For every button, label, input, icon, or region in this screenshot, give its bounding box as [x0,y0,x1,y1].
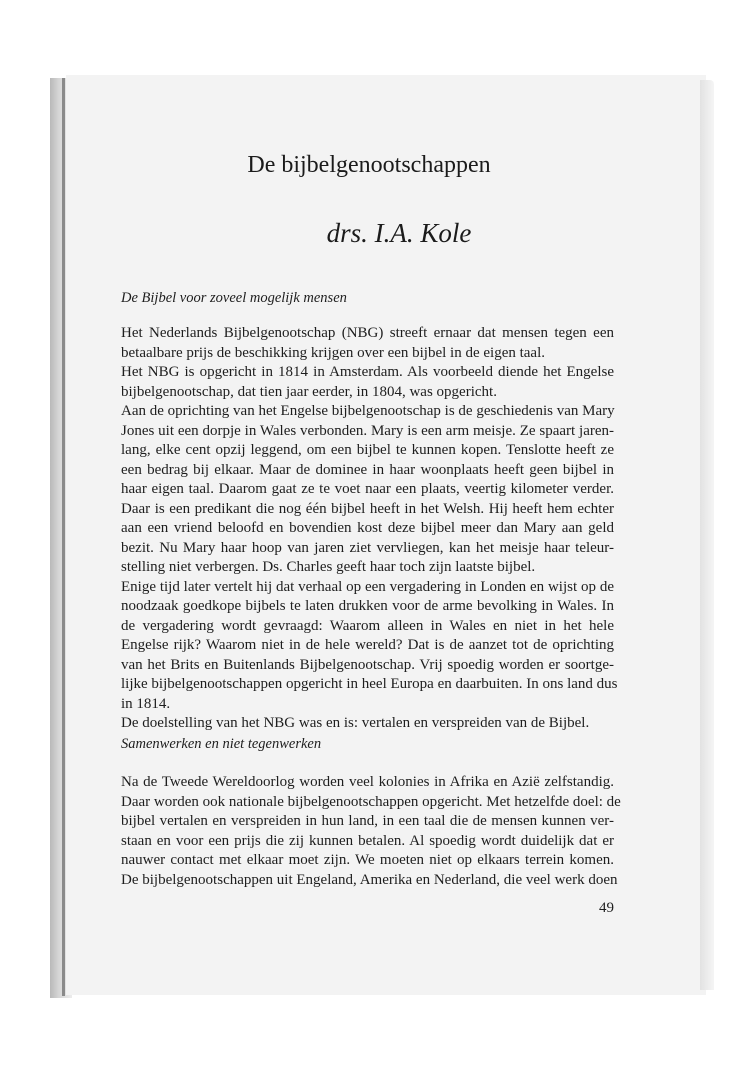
text-line: noodzaak goedkope bijbels te laten drukken voor de arme bevolking in Wales. In [121,598,614,614]
text-line: Jones uit een dorpje in Wales verbonden. Mary is een arm meisje. Ze spaart jaren- [121,422,614,439]
section-body-2 [121,773,621,890]
text-line: Het Nederlands Bijbelgenootschap (NBG) streeft ernaar dat mensen tegen een [121,325,614,341]
text-line: Engelse rijk? Waarom niet in de hele wereld? Dat is de aanzet tot de oprichting [121,637,614,653]
text-line: Daar worden ook nationale bijbelgenootschappen opgericht. Met hetzelfde doel: de [121,793,621,810]
section-body-1 [121,324,618,734]
book-spine [62,78,65,996]
chapter-title: De bijbelgenootschappen [247,152,491,178]
text-line: Na de Tweede Wereldoorlog worden veel kolonies in Afrika en Azië zelfstandig. [121,774,614,790]
text-line: Enige tijd later vertelt hij dat verhaal op een vergadering in Londen en wijst op de [121,578,614,595]
text-line: een bedrag bij elkaar. Maar de dominee in haar woonplaats heeft geen bijbel in [121,461,614,478]
section-heading-1: De Bijbel voor zoveel mogelijk mensen [121,290,347,306]
text-line: nauwer contact met elkaar moet zijn. We moeten niet op elkaars terrein komen. [121,852,614,868]
text-line: de vergadering wordt gevraagd: Waarom alleen in Wales en niet in het hele [121,617,614,634]
text-line: Aan de oprichting van het Engelse bijbelgenootschap is de geschiedenis van Mary [121,403,615,419]
section-heading-2: Samenwerken en niet tegenwerken [121,736,322,752]
author-name: drs. I.A. Kole [326,218,472,248]
text-line: bezit. Nu Mary haar hoop van jaren ziet vervliegen, kan het meisje haar teleur- [121,539,614,556]
text-line: De bijbelgenootschappen uit Engeland, Amerika en Nederland, die veel werk doen [121,871,618,888]
text-line: Daar is een predikant die nog één bijbel heeft in het Welsh. Hij heeft hem echter [121,500,614,517]
text-line: lang, elke cent opzij leggend, om een bijbel te kunnen kopen. Tenslotte heeft ze [121,442,614,458]
text-line: lijke bijbelgenootschappen opgericht in heel Europa en daarbuiten. In ons land dus [121,676,618,692]
text-line: Het NBG is opgericht in 1814 in Amsterdam. Als voorbeeld diende het Engelse [121,364,614,380]
text-line: haar eigen taal. Daarom gaat ze te voet naar een plaats, veertig kilometer verder. [121,481,614,497]
page-number: 49 [599,900,614,916]
text-line: van het Brits en Buitenlands Bijbelgenootschap. Vrij spoedig worden er soortge- [121,656,614,673]
text-line: stelling niet verbergen. Ds. Charles geeft haar toch zijn laatste bijbel. [121,559,536,575]
text-line: in 1814. [121,695,171,712]
text-line: betaalbare prijs de beschikking krijgen over een bijbel in de eigen taal. [121,344,546,361]
text-line: bijbelgenootschap, dat tien jaar eerder, in 1804, was opgericht. [121,383,497,400]
page-edge [700,80,714,990]
text-line: De doelstelling van het NBG was en is: vertalen en verspreiden van de Bijbel. [121,715,590,731]
text-line: bijbel vertalen en verspreiden in hun land, in een taal die de mensen kunnen ver- [121,813,614,829]
text-line: staan en voor een prijs die zij kunnen betalen. Al spoedig wordt duidelijk dat er [121,832,614,849]
text-line: aan een vriend beloofd en bovendien kost deze bijbel meer dan Mary aan geld [121,520,614,536]
